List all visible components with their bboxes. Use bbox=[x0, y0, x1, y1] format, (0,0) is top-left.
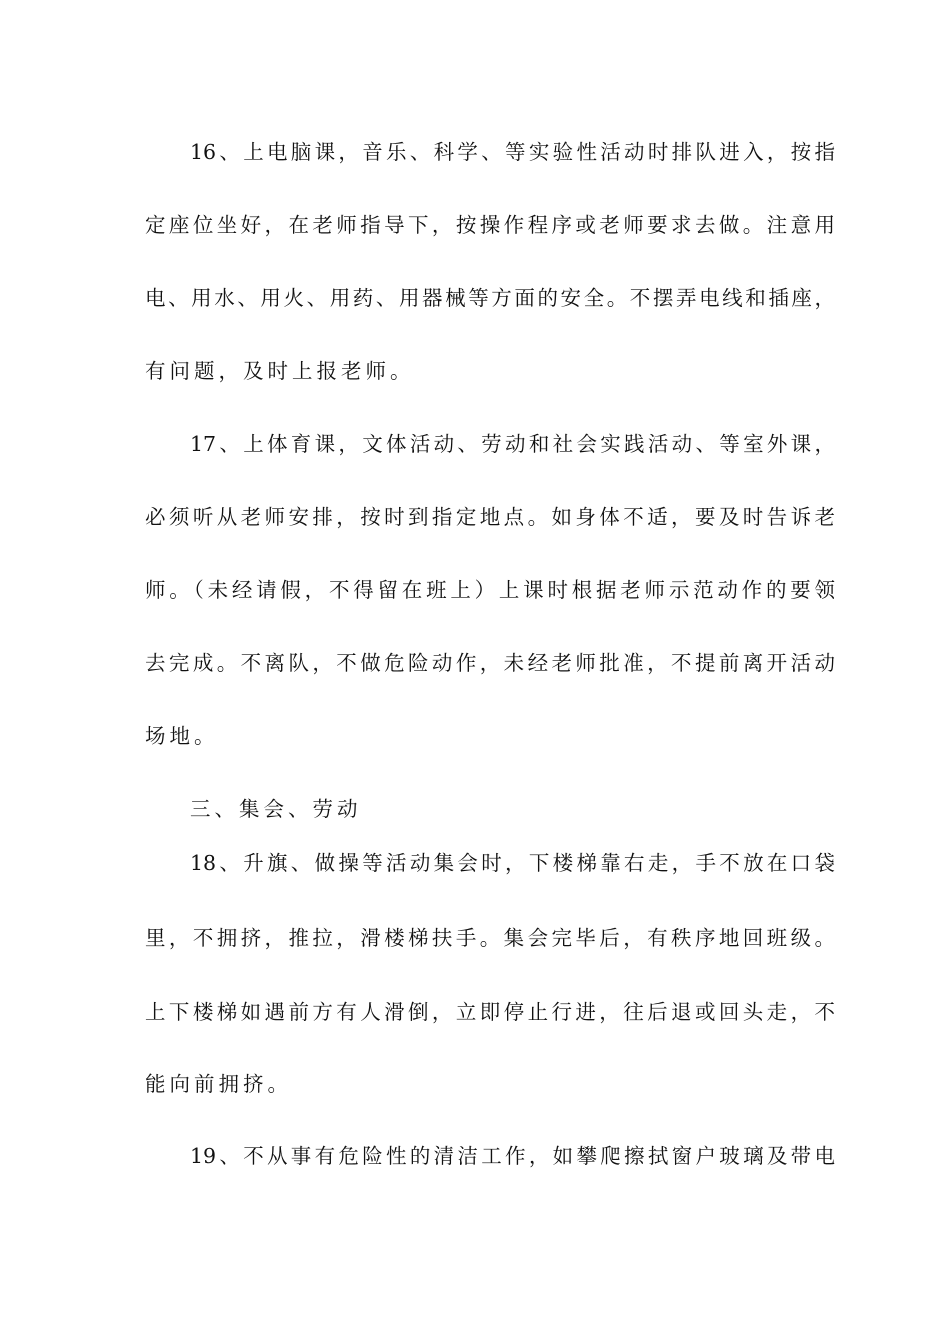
paragraph-16-line-4: 有问题，及时上报老师。 bbox=[145, 359, 415, 383]
section-heading: 三、集会、劳动 bbox=[190, 797, 362, 821]
paragraph-17-line-5: 场地。 bbox=[145, 724, 219, 748]
paragraph-18-line-4: 能向前拥挤。 bbox=[145, 1072, 292, 1096]
paragraph-17-line-1: 17、上体育课，文体活动、劳动和社会实践活动、等室外课， bbox=[190, 432, 835, 456]
paragraph-16-line-2: 定座位坐好，在老师指导下，按操作程序或老师要求去做。注意用 bbox=[145, 213, 835, 237]
paragraph-19-line-1: 19、不从事有危险性的清洁工作，如攀爬擦拭窗户玻璃及带电 bbox=[190, 1144, 835, 1168]
paragraph-18-line-3: 上下楼梯如遇前方有人滑倒，立即停止行进，往后退或回头走，不 bbox=[145, 1000, 835, 1024]
paragraph-16-line-3: 电、用水、用火、用药、用器械等方面的安全。不摆弄电线和插座， bbox=[145, 286, 835, 310]
paragraph-18-line-2: 里，不拥挤，推拉，滑楼梯扶手。集会完毕后，有秩序地回班级。 bbox=[145, 926, 835, 950]
paragraph-17-line-2: 必须听从老师安排，按时到指定地点。如身体不适，要及时告诉老 bbox=[145, 505, 835, 529]
paragraph-17-line-4: 去完成。不离队，不做危险动作，未经老师批准，不提前离开活动 bbox=[145, 651, 835, 675]
paragraph-17-line-3: 师。（未经请假，不得留在班上）上课时根据老师示范动作的要领 bbox=[145, 578, 835, 602]
paragraph-16-line-1: 16、上电脑课，音乐、科学、等实验性活动时排队进入，按指 bbox=[190, 140, 835, 164]
paragraph-18-line-1: 18、升旗、做操等活动集会时，下楼梯靠右走，手不放在口袋 bbox=[190, 851, 835, 875]
